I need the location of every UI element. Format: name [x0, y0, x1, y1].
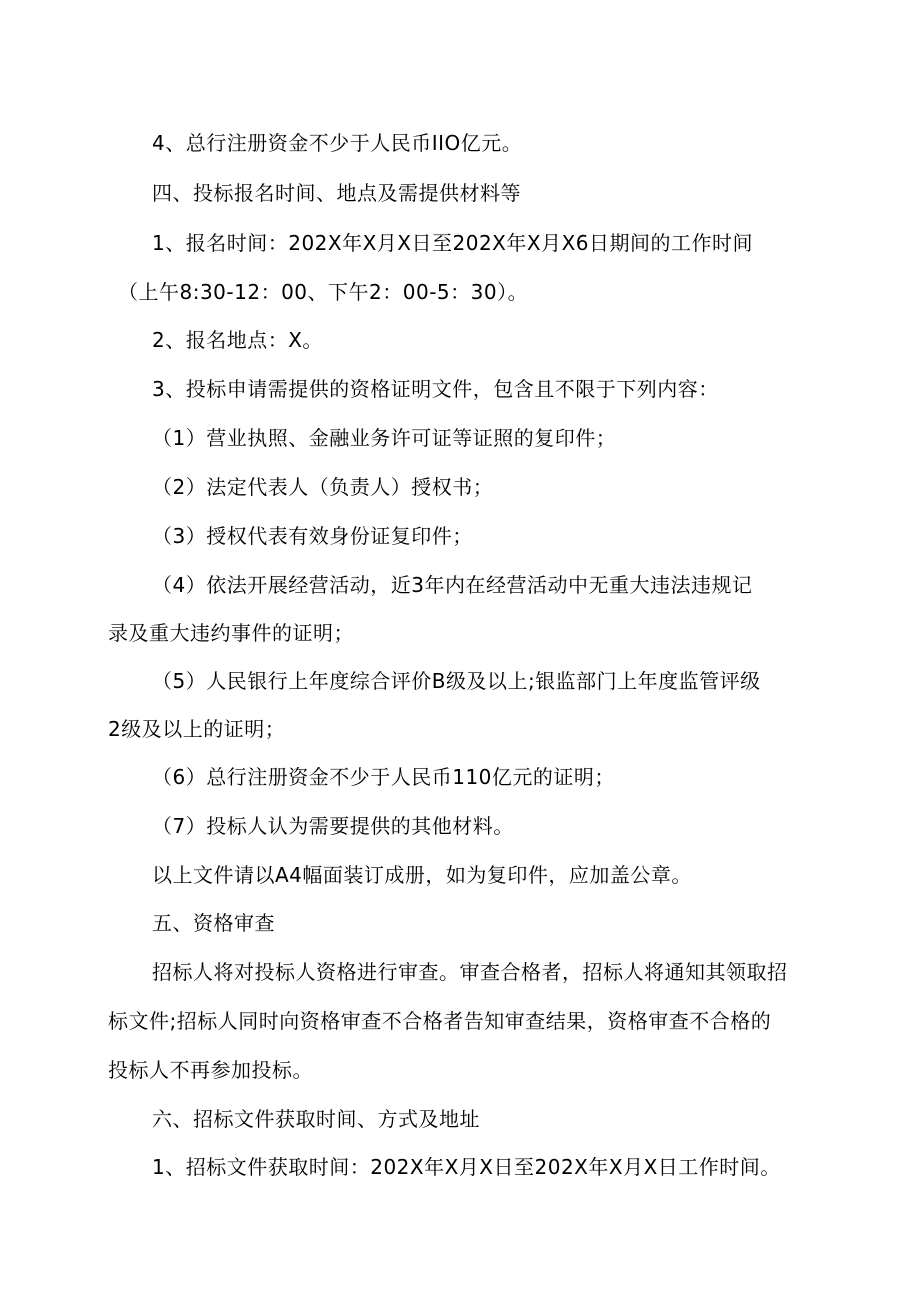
- list-item: （1）营业执照、金融业务许可证等证照的复印件；: [152, 426, 617, 450]
- paragraph-line: 1、招标文件获取时间：202X年X月X日至202X年X月X日工作时间。: [152, 1155, 781, 1179]
- list-item: （3）授权代表有效身份证复印件；: [152, 524, 473, 548]
- paragraph-line: 以上文件请以A4幅面装订成册，如为复印件，应加盖公章。: [152, 863, 692, 887]
- list-item: （7）投标人认为需要提供的其他材料。: [152, 814, 514, 838]
- paragraph-line: 投标人不再参加投标。: [108, 1058, 313, 1082]
- list-item: （2）法定代表人（负责人）授权书；: [152, 475, 494, 499]
- list-item-continuation: 录及重大违约事件的证明；: [108, 621, 354, 645]
- list-item: （4）依法开展经营活动，近3年内在经营活动中无重大违法违规记: [152, 573, 753, 597]
- paragraph-line: 招标人将对投标人资格进行审查。审查合格者，招标人将通知其领取招: [152, 960, 788, 984]
- paragraph-line: 3、投标申请需提供的资格证明文件，包含且不限于下列内容：: [152, 377, 719, 401]
- paragraph-line: 标文件;招标人同时向资格审查不合格者告知审查结果，资格审查不合格的: [108, 1009, 772, 1033]
- section-heading: 六、招标文件获取时间、方式及地址: [152, 1107, 480, 1131]
- paragraph-line: 2、报名地点：X。: [152, 328, 323, 352]
- paragraph-line: （上午8:30-12：00、下午2：00-5：30）。: [118, 280, 529, 304]
- list-item-continuation: 2级及以上的证明；: [108, 717, 286, 741]
- section-heading: 五、资格审查: [152, 911, 275, 935]
- paragraph-line: 4、总行注册资金不少于人民币IIO亿元。: [152, 131, 523, 155]
- paragraph-line: 1、报名时间：202X年X月X日至202X年X月X6日期间的工作时间: [152, 231, 754, 255]
- list-item: （5）人民银行上年度综合评价B级及以上;银监部门上年度监管评级: [152, 669, 761, 693]
- section-heading: 四、投标报名时间、地点及需提供材料等: [152, 181, 521, 205]
- list-item: （6）总行注册资金不少于人民币110亿元的证明；: [152, 765, 615, 789]
